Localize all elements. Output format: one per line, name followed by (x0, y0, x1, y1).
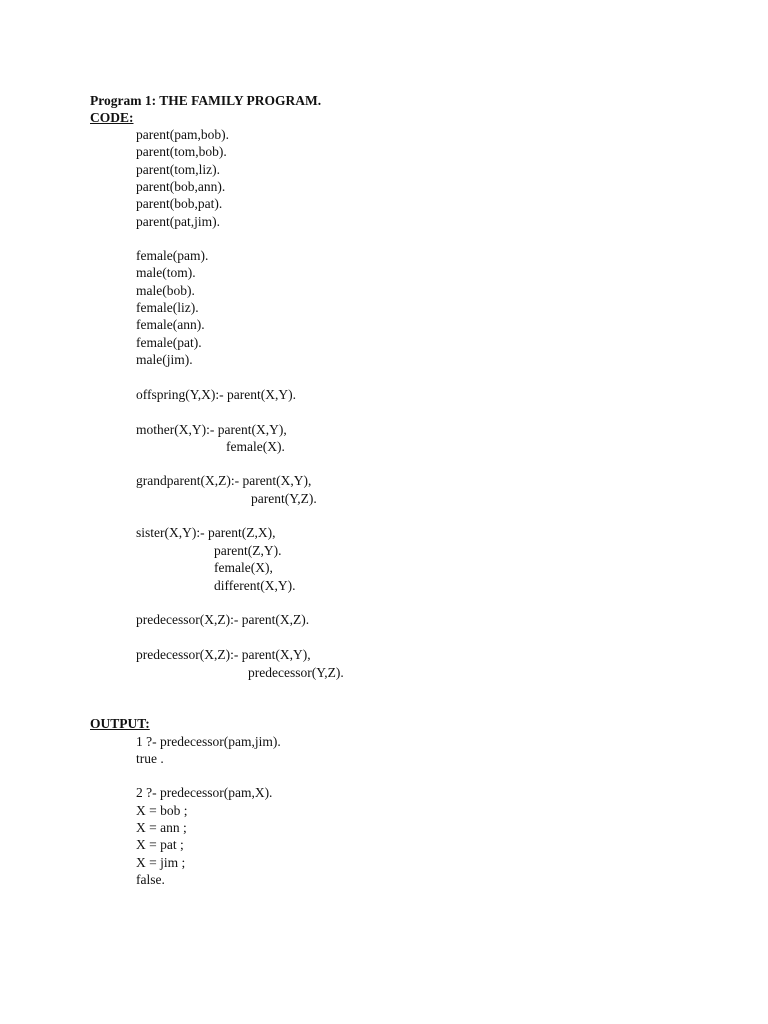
code-line: parent(Z,Y). (214, 543, 282, 558)
code-line: predecessor(X,Z):- parent(X,Z). (136, 612, 310, 627)
output-line: X = bob ; (136, 803, 188, 818)
output-line: X = ann ; (136, 820, 187, 835)
code-line: female(pam). (136, 248, 209, 263)
output-line: true . (136, 751, 164, 766)
code-line: parent(bob,ann). (136, 179, 226, 194)
output-line: X = pat ; (136, 837, 184, 852)
code-heading: CODE: (90, 110, 134, 125)
code-line: female(ann). (136, 317, 205, 332)
code-line: female(pat). (136, 335, 202, 350)
code-line: parent(Y,Z). (251, 491, 317, 506)
program-title: Program 1: THE FAMILY PROGRAM. (90, 93, 322, 108)
code-line: offspring(Y,X):- parent(X,Y). (136, 387, 296, 402)
code-line: parent(bob,pat). (136, 196, 223, 211)
code-line: grandparent(X,Z):- parent(X,Y), (136, 473, 312, 488)
code-line: female(X), (214, 560, 273, 575)
code-line: predecessor(Y,Z). (248, 665, 344, 680)
output-heading: OUTPUT: (90, 716, 150, 731)
output-line: X = jim ; (136, 855, 186, 870)
code-line: male(jim). (136, 352, 193, 367)
code-line: parent(pat,jim). (136, 214, 220, 229)
output-line: 1 ?- predecessor(pam,jim). (136, 734, 281, 749)
output-line: false. (136, 872, 165, 887)
code-line: female(liz). (136, 300, 199, 315)
code-line: parent(tom,bob). (136, 144, 227, 159)
code-line: male(bob). (136, 283, 195, 298)
code-line: sister(X,Y):- parent(Z,X), (136, 525, 276, 540)
code-line: different(X,Y). (214, 578, 296, 593)
output-line: 2 ?- predecessor(pam,X). (136, 785, 273, 800)
code-line: male(tom). (136, 265, 196, 280)
code-line: parent(tom,liz). (136, 162, 220, 177)
code-line: mother(X,Y):- parent(X,Y), (136, 422, 287, 437)
code-line: female(X). (226, 439, 285, 454)
code-line: parent(pam,bob). (136, 127, 229, 142)
code-line: predecessor(X,Z):- parent(X,Y), (136, 647, 311, 662)
